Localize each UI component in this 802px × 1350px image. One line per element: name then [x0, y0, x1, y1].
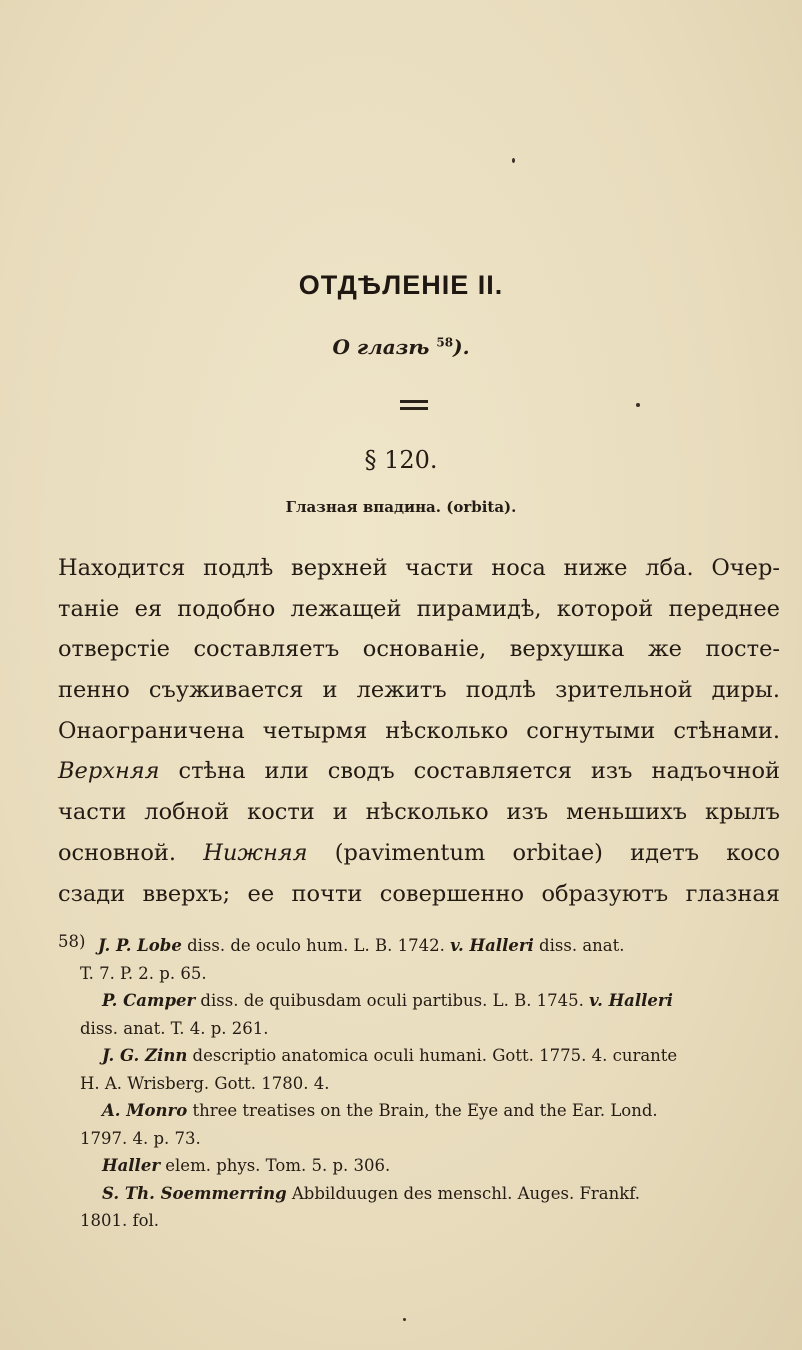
footnote-entry: A. Monro three treatises on the Brain, the Eye and the Ear. Lond. 1797. 4. p. 73.: [80, 1101, 658, 1148]
body-paragraph: [58, 548, 780, 914]
body-line: Находится подлѣ верхней части носа ниже лба. Очер-: [58, 555, 780, 581]
italic-term: Нижняя: [203, 839, 308, 866]
body-line: пенно съуживается и лежитъ подлѣ зрительной диры.: [58, 677, 780, 704]
body-line: Верхняя стѣна или сводъ составляется изъ надъочной: [58, 758, 780, 785]
ink-speck: [512, 158, 515, 163]
section-number: § 120.: [364, 446, 438, 474]
chapter-subtitle: [0, 335, 802, 359]
body-line: отверстіе составляетъ основаніе, верхушка же посте-: [58, 636, 780, 663]
footnote-entry: J. G. Zinn descriptio anatomica oculi humani. Gott. 1775. 4. curante H. A. Wrisberg. Gott. 1780. 4.: [80, 1046, 678, 1093]
footnote-entry: 58) J. P. Lobe diss. de oculo hum. L. B. 1742. v. Halleri diss. anat. T. 7. P. 2. p. 65.: [58, 932, 625, 983]
ink-speck: [636, 403, 640, 407]
italic-term: Верхняя: [58, 758, 160, 785]
footnote-entry: S. Th. Soemmerring Abbilduugen des menschl. Auges. Frankf. 1801. fol.: [80, 1183, 641, 1230]
body-line: Онаограничена четырмя нѣсколько согнутыми стѣнами.: [58, 717, 780, 744]
double-rule-divider: [400, 400, 428, 410]
footnote-entry: P. Camper diss. de quibusdam oculi partibus. L. B. 1745. v. Halleri diss. anat. T. 4. p. 261.: [80, 991, 673, 1038]
show-through-text: [58, 20, 778, 300]
footnotes: [58, 932, 780, 1235]
subtitle-text: О глазѣ: [332, 335, 430, 359]
page-heading: ОТДѢЛЕНІЕ II.: [298, 270, 504, 300]
body-line: основной. Нижняя (pavimentum orbitae) идетъ косо: [58, 839, 780, 866]
body-line: сзади вверхъ; ее почти совершенно образуютъ глазная: [58, 880, 780, 907]
body-line: части лобной кости и нѣсколько изъ меньшихъ крылъ: [58, 799, 780, 826]
footnote-reference: 58: [436, 335, 454, 350]
section-title: Глазная впадина. (orbita).: [285, 498, 517, 516]
subtitle-close: ).: [453, 335, 470, 359]
ink-speck: [403, 1318, 406, 1321]
footnote-entry: Haller elem. phys. Tom. 5. p. 306.: [102, 1156, 391, 1175]
footnote-mark: 58): [58, 932, 86, 951]
body-line: таніе ея подобно лежащей пирамидѣ, которой переднее: [58, 595, 780, 622]
